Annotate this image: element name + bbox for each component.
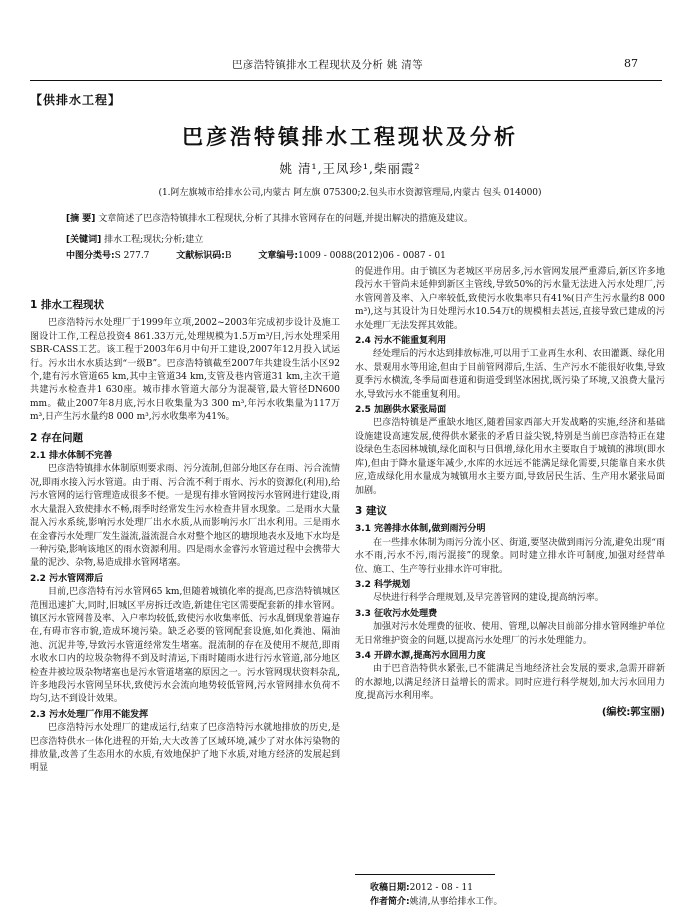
body-paragraph: 巴彦浩特污水处理厂于1999年立项,2002~2003年完成初步设计及施工图设计工作,工程总投资4 861.33万元,处理规模为1.5万m³/日,污水处理采用SBR-CASS工艺。该工程于2003年6月中旬开工建设,2007年12月投入试运行。污水出水水质达到“一级B”。巴彦浩特镇截至2007年共建设生活小区92个,建有污水管道65 km,其中主管道34 km,支管及巷内管道31 km,主次干道共建污水检查井1 630座。城市排水管道大部分为混凝管,最大管径DN600 mm。截止2007年8月底,污水日收集量为3 300 m³,年污水收集量为117万m³,日产生污水量约8 000 m³,污水收集率为41%。 xyxy=(30,318,340,423)
section-heading: 2 存在问题 xyxy=(30,431,83,444)
subsection-heading: 2.5 加剧供水紧张局面 xyxy=(355,405,447,416)
received-date xyxy=(370,880,473,893)
subsection-heading: 2.2 污水管网滞后 xyxy=(30,573,104,584)
doc-label: 文献标识码: xyxy=(176,251,225,261)
subsection-heading: 3.3 征收污水处理费 xyxy=(355,608,438,619)
keywords xyxy=(66,232,656,245)
doc-code xyxy=(176,251,231,261)
body-paragraph: 巴彦浩特污水处理厂的建成运行,结束了巴彦浩特污水就地排放的历史,是巴彦浩特供水一体化进程的开始,大大改善了区域环境,减少了对水体污染物的排放量,改善了生态用水的水质,有效地保护了地下水质,对地方经济的发展起到明显 xyxy=(30,723,340,774)
body-paragraph: 巴彦浩特镇排水体制原则要求雨、污分流制,但部分地区存在雨、污合流情况,即雨水接入污水管道。由于雨、污合流不利于雨水、污水的资源化(利用),给污水管网的运行管理造成很多不便。一是现有排水管网按污水管网进行建设,雨水大量混入致使排水不畅,雨季时经常发生污水检查井冒水现象。二是雨水大量混入污水系统,影响污水处理厂出水水质,从而影响污水厂出水利用。三是雨水在金睿污水处理厂发生溢流,溢流混合水对整个地区的塘坝地表水及地下水均是一种污染,影响该地区的雨水资源利用。四是雨水金睿污水管道过程中会携带大量的泥沙、杂物,易造成排水管网堵塞。 xyxy=(30,464,340,569)
subsection-heading: 3.2 科学规划 xyxy=(355,579,411,590)
footnote-rule xyxy=(355,874,495,875)
running-title: 巴彦浩特镇排水工程现状及分析 姚 清等 xyxy=(232,59,423,71)
header-rule xyxy=(30,80,662,81)
body-paragraph: 的促进作用。由于镇区为老城区平房居多,污水管网发展严重滞后,新区许多地段污水干管尚未延伸到新区主管线,导致50%的污水量无法进入污水处理厂,污水管网普及率、入户率较低,致使污水收集率只有41%(日产生污水量约8 000 m³),这与其设计为日处理污水10.54万t的规模相去甚远,直接导致已建成的污水处理厂无法发挥其效能。 xyxy=(355,267,665,331)
abstract xyxy=(66,212,656,226)
subsection-heading: 2.4 污水不能重复利用 xyxy=(355,336,447,347)
body-paragraph: 经处理后的污水达到排放标准,可以用于工业再生水利、农田灌溉、绿化用水、景观用水等用途,但由于目前管网滞后,生活、生产污水不能很好收集,导致夏季污水横流,冬季局面巷道和街道受到坚冰困扰,既污染了环境,又浪费大量污水,导致污水不能重复利用。 xyxy=(355,349,665,400)
author-bio xyxy=(370,894,502,907)
abstract-text: 文章简述了巴彦浩特镇排水工程现状,分析了其排水管网存在的问题,并提出解决的措施及建议。 xyxy=(98,214,473,224)
keywords-label: [关键词] xyxy=(66,235,102,245)
clc-number xyxy=(66,251,149,261)
subsection-heading: 2.3 污水处理厂作用不能发挥 xyxy=(30,709,149,720)
subsection-heading: 3.1 完善排水体制,做到雨污分明 xyxy=(355,524,486,535)
subsection-heading: 2.1 排水体制不完善 xyxy=(30,451,113,462)
art-label: 文章编号: xyxy=(258,251,298,261)
left-column xyxy=(30,292,340,776)
right-column xyxy=(355,266,665,719)
keywords-text: 排水工程;现状;分析;建立 xyxy=(104,235,204,245)
page-number: 87 xyxy=(624,57,638,70)
subsection-heading: 3.4 开辟水源,提高污水回用力度 xyxy=(355,650,486,661)
affiliation: (1.阿左旗城市给排水公司,内蒙古 阿左旗 075300;2.包头市水资源管理局,内蒙古 包头 014000) xyxy=(158,188,542,198)
body-paragraph: 加强对污水处理费的征收、使用、管理,以解决目前部分排水管网维护单位无日常维护资金的问题,以提高污水处理厂的污水处理能力。 xyxy=(355,622,665,646)
clc-label: 中图分类号: xyxy=(66,251,115,261)
abstract-label: [摘 要] xyxy=(66,214,96,224)
article-number xyxy=(258,251,445,261)
art-value: 1009 - 0088(2012)06 - 0087 - 01 xyxy=(298,251,446,261)
received-label: 收稿日期: xyxy=(370,883,410,893)
body-paragraph: 在一些排水体制为雨污分流小区、街道,要坚决做到雨污分流,避免出现“雨水不雨,污水不污,雨污混接”的现象。同时建立排水许可制度,加强对经营单位、施工、生产等行业排水许可审批。 xyxy=(355,537,665,575)
author-bio-label: 作者简介: xyxy=(370,897,410,907)
received-value: 2012 - 08 - 11 xyxy=(409,883,473,893)
author-bio-value: 姚清,从事给排水工作。 xyxy=(409,897,503,907)
section-tag: 【供排水工程】 xyxy=(30,93,122,107)
running-header xyxy=(0,57,700,77)
body-paragraph: 巴彦浩特镇是严重缺水地区,随着国家西部大开发战略的实施,经济和基础设施建设高速发展,使得供水紧张的矛盾日益尖锐,特别是当前巴彦浩特正在建设绿色生态园林城镇,绿化面积与日俱增,绿化用水主要取自于城镇的沸坝(即水库),但由于降水量逐年减少,水库的水远远不能满足绿化需要,只能靠自来水供应,造成绿化用水量成为城镇用水主要方面,导致居民生活、生产用水紧张局面加剧。 xyxy=(355,418,665,496)
clc-value: S 277.7 xyxy=(114,251,150,261)
editor-note: (编校:郭宝丽) xyxy=(601,706,665,718)
authors: 姚 清¹,王凤珍¹,柴丽霞² xyxy=(279,161,421,176)
section-heading: 1 排水工程现状 xyxy=(30,299,104,311)
classification-line xyxy=(66,248,656,261)
body-paragraph: 尽快进行科学合理规划,及早完善管网的建设,提高纳污率。 xyxy=(373,593,604,604)
body-paragraph: 由于巴音浩特供水紧张,已不能满足当地经济社会发展的要求,急需开辟新的水源地,以满足经济日益增长的需求。同时应进行科学规划,加大污水回用力度,提高污水利用率。 xyxy=(355,664,665,702)
paper-title: 巴彦浩特镇排水工程现状及分析 xyxy=(182,125,518,149)
section-heading: 3 建议 xyxy=(355,504,387,517)
body-paragraph: 目前,巴彦浩特有污水管网65 km,但随着城镇化率的提高,巴彦浩特镇城区范围迅速扩大,同时,旧城区平房拆迁改造,新建住宅区需要配套新的排水管网。镇区污水管网普及率、入户率均较低,致使污水收集率低、污水乱倒现象普遍存在,有碍市容市貌,造成环境污染。缺乏必要的管网配套设施,如化粪池、隔油池、沉泥井等,导致污水管道经常发生堵塞。混流制的存在及使用不规范,即雨水收水口内的垃圾杂物得不到及时清运,下雨时随雨水进行污水管道,部分地区检查井被垃圾杂物堵塞也是污水管道堵塞的原因之一。污水管网现状资料杂乱,许多地段污水管网呈环状,致使污水会流向地势较低管网,污水管网排水负荷不均匀,达不到设计效果。 xyxy=(30,587,340,705)
doc-value: B xyxy=(224,251,232,261)
